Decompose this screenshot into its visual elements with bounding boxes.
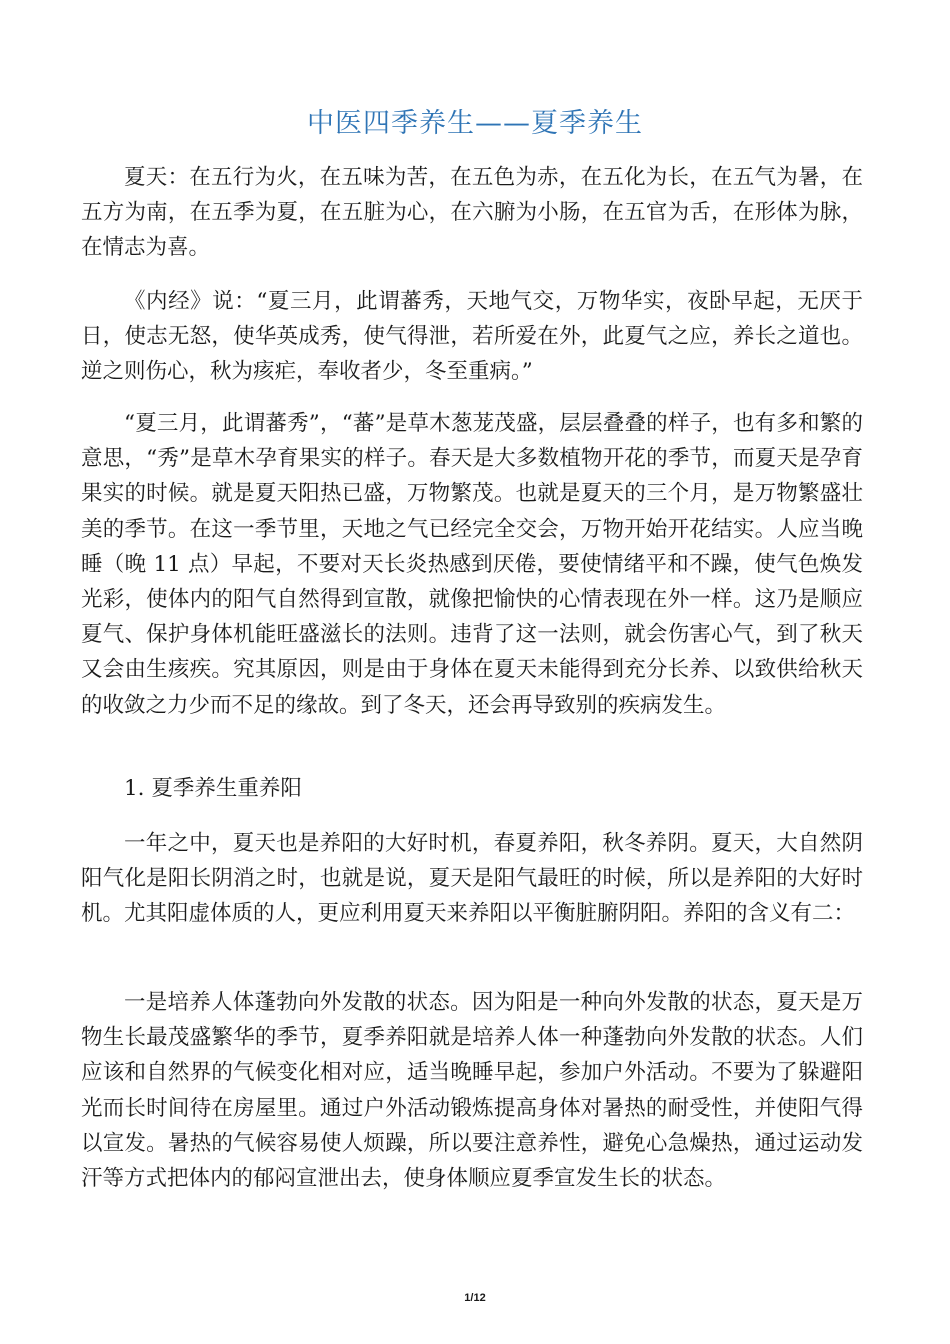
paragraph-fanxiu-explanation: “夏三月，此谓蕃秀”，“蕃”是草木葱茏茂盛，层层叠叠的样子，也有多和繁的意思，“秀”是草木孕育果实的样子。春天是大多数植物开花的季节，而夏天是孕育果实的时候。就是夏天阳热已盛，万物繁茂。也就是夏天的三个月，是万物繁盛壮美的季节。在这一季节里，天地之气已经完全交会，万物开始开花结实。人应当晚睡（晚 11 点）早起，不要对天长炎热感到厌倦，要使情绪平和不躁，使气色焕发光彩，使体内的阳气自然得到宣散，就像把愉快的心情表现在外一样。这乃是顺应夏气、保护身体机能旺盛滋长的法则。违背了这一法则，就会伤害心气，到了秋天又会由生痎疾。究其原因，则是由于身体在夏天未能得到充分长养、以致供给秋天的收敛之力少而不足的缘故。到了冬天，还会再导致别的疾病发生。 <box>81 411 863 718</box>
document-title: 中医四季养生——夏季养生 <box>307 108 643 139</box>
paragraph-nourish-yang: 一年之中，夏天也是养阳的大好时机，春夏养阳，秋冬养阴。夏天，大自然阴阳气化是阳长阴消之时，也就是说，夏天是阳气最旺的时候，所以是养阳的大好时机。尤其阳虚体质的人，更应利用夏天来养阳以平衡脏腑阴阳。养阳的含义有二： <box>81 831 863 927</box>
paragraph-summer-attributes: 夏天：在五行为火，在五味为苦，在五色为赤，在五化为长，在五气为暑，在五方为南，在五季为夏，在五脏为心，在六腑为小肠，在五官为舌，在形体为脉，在情志为喜。 <box>81 165 863 261</box>
section-heading-yang: 1. 夏季养生重养阳 <box>124 776 302 801</box>
paragraph-outward-state: 一是培养人体蓬勃向外发散的状态。因为阳是一种向外发散的状态，夏天是万物生长最茂盛繁华的季节，夏季养阳就是培养人体一种蓬勃向外发散的状态。人们应该和自然界的气候变化相对应，适当晚睡早起，参加户外活动。不要为了躲避阳光而长时间待在房屋里。通过户外活动锻炼提高身体对暑热的耐受性，并使阳气得以宣发。暑热的气候容易使人烦躁，所以要注意养性，避免心急燥热，通过运动发汗等方式把体内的郁闷宣泄出去，使身体顺应夏季宣发生长的状态。 <box>81 990 863 1192</box>
page-number: 1/12 <box>464 1292 486 1304</box>
paragraph-neijing-quote: 《内经》说：“夏三月，此谓蕃秀，天地气交，万物华实，夜卧早起，无厌于日，使志无怒，使华英成秀，使气得泄，若所爱在外，此夏气之应，养长之道也。逆之则伤心，秋为痎疟，奉收者少，冬至重病。” <box>81 289 863 385</box>
